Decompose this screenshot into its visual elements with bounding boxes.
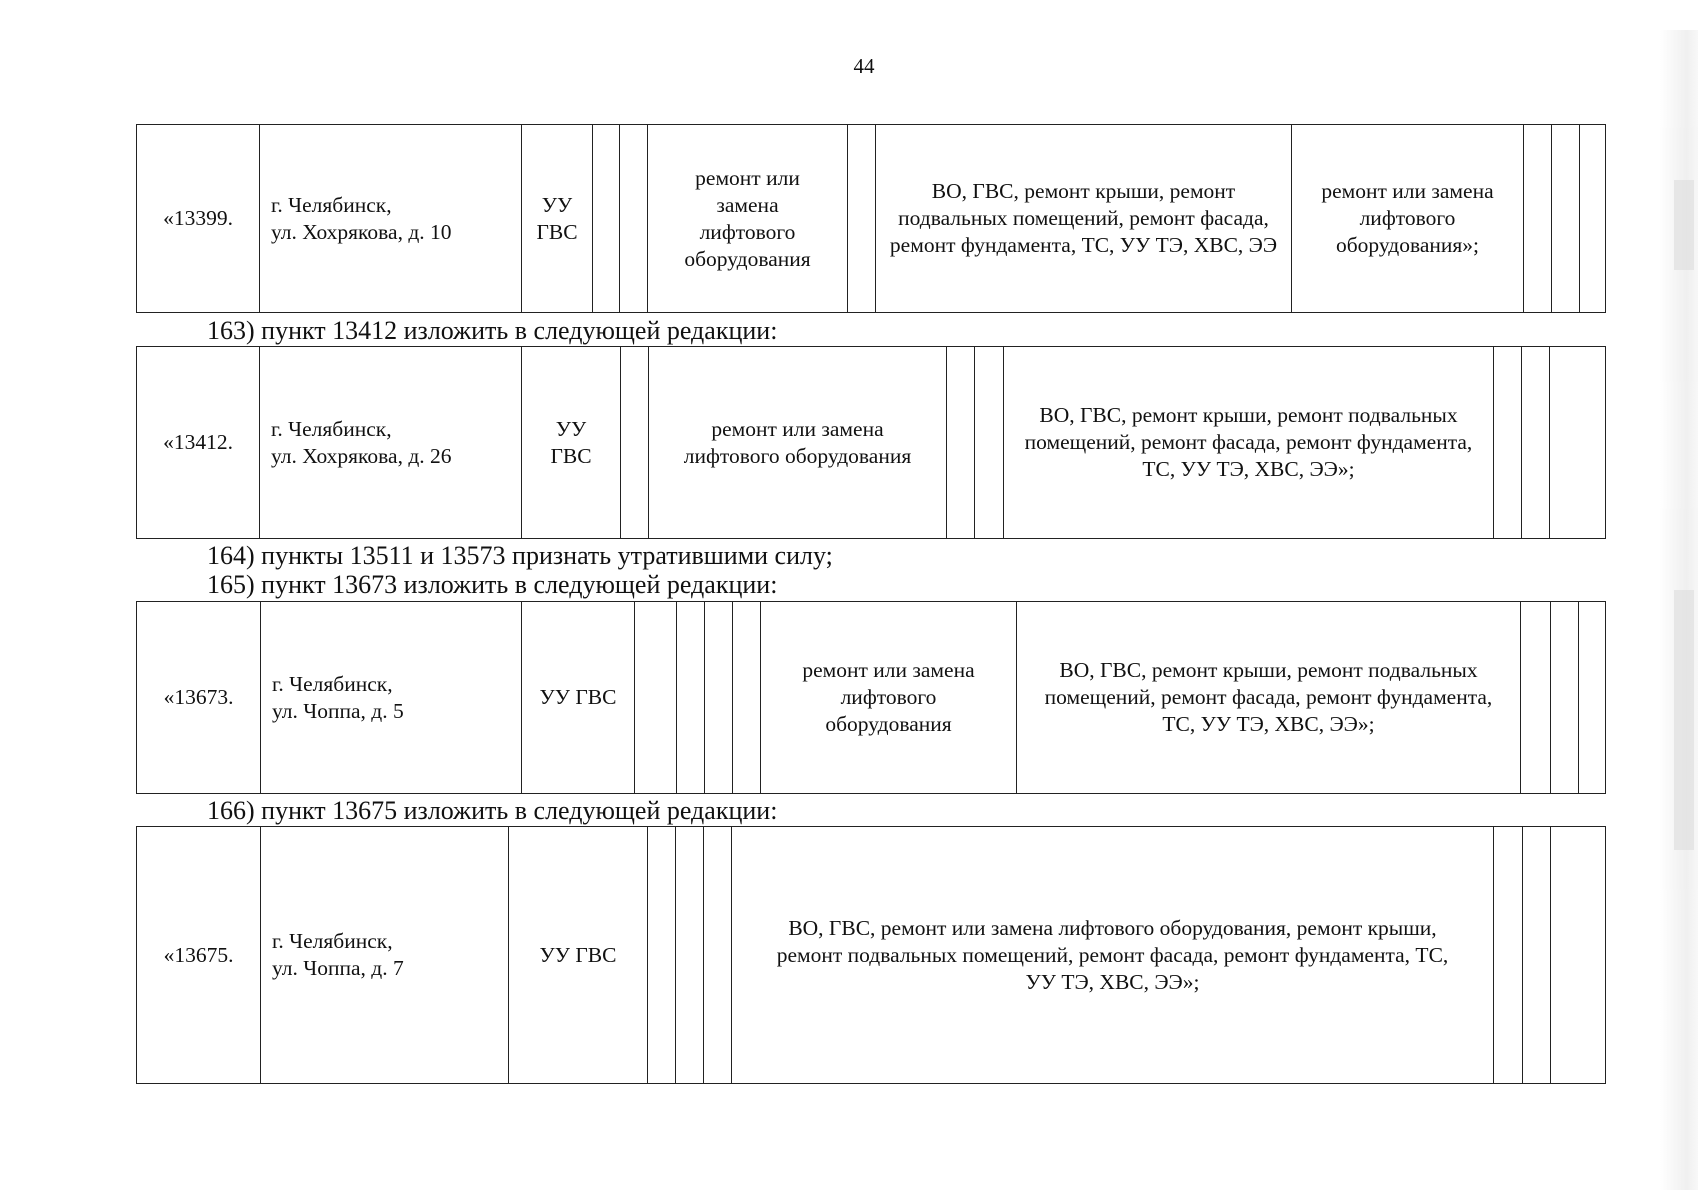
service-cell [521,347,620,538]
address-street: ул. Чоппа, д. 5 [272,698,404,723]
work-cell-b [875,125,1291,312]
empty-cell [592,125,619,312]
instruction-166: 166) пункт 13675 изложить в следующей редакции: [207,796,778,825]
empty-cell [946,347,974,538]
work-cell-a [647,125,847,312]
empty-cell [1493,347,1521,538]
service-text: УУ ГВС [539,685,617,709]
empty-cell [704,602,732,793]
address-street: ул. Хохрякова, д. 26 [271,443,452,468]
instruction-164: 164) пункты 13511 и 13573 признать утратившими силу; [207,541,833,570]
scan-edge-artifact [1660,30,1698,1190]
table-row-13675 [136,826,1606,1084]
empty-cell [1549,347,1605,538]
empty-cell [1521,347,1549,538]
item-number: «13675. [163,942,234,967]
service-line: УУ [541,192,573,217]
item-number-cell [137,347,259,538]
work-text: ВО, ГВС, ремонт или замена лифтового оборудования, ремонт крыши, ремонт подвальных помещений, ремонт фасада, ремонт фундамента, ТС, УУ ТЭ, ХВС, ЭЭ»; [776,915,1449,994]
empty-cell [1579,125,1605,312]
empty-cell [675,827,703,1083]
service-line: УУ [555,416,587,441]
empty-cell [620,347,648,538]
item-number: «13673. [163,685,234,709]
scan-smudge [1674,180,1694,270]
empty-cell [1550,602,1578,793]
work-cell-c [1291,125,1523,312]
scan-smudge [1674,590,1694,850]
empty-cell [1550,827,1605,1083]
work-text: ВО, ГВС, ремонт крыши, ремонт подвальных помещений, ремонт фасада, ремонт фундамента, ТС, УУ ТЭ, ХВС, ЭЭ»; [1024,403,1473,481]
empty-cell [847,125,875,312]
item-number-cell [137,827,260,1083]
empty-cell [634,602,676,793]
address-city: г. Челябинск, [271,192,392,217]
work-text: ремонт или замена лифтового оборудования [684,165,811,271]
empty-cell [619,125,647,312]
empty-cell [1523,125,1551,312]
empty-cell [1551,125,1579,312]
address-cell [260,602,521,793]
service-cell [521,125,592,312]
address-cell [260,827,508,1083]
address-cell [259,347,521,538]
work-cell-b [1003,347,1493,538]
empty-cell [1520,602,1550,793]
work-text: ремонт или замена лифтового оборудования»; [1321,179,1494,257]
work-text: ВО, ГВС, ремонт крыши, ремонт подвальных помещений, ремонт фасада, ремонт фундамента, ТС, УУ ТЭ, ХВС, ЭЭ [889,179,1278,257]
table-row-13673 [136,601,1606,794]
service-cell [508,827,647,1083]
instruction-165: 165) пункт 13673 изложить в следующей редакции: [207,570,778,599]
address-street: ул. Хохрякова, д. 10 [271,219,452,244]
service-line: ГВС [550,443,592,468]
work-cell-b [1016,602,1520,793]
empty-cell [1578,602,1605,793]
empty-cell [1493,827,1522,1083]
page-number: 44 [853,54,875,78]
item-number: «13412. [163,430,233,454]
service-line: ГВС [536,219,578,244]
item-number-cell [137,602,260,793]
table-row-13412 [136,346,1606,539]
empty-cell [1522,827,1550,1083]
empty-cell [732,602,760,793]
empty-cell [703,827,731,1083]
empty-cell [974,347,1003,538]
address-cell [259,125,521,312]
instruction-163: 163) пункт 13412 изложить в следующей редакции: [207,316,778,345]
item-number-cell [137,125,259,312]
service-text: УУ ГВС [539,942,617,967]
address-city: г. Челябинск, [271,416,392,441]
address-city: г. Челябинск, [272,671,393,696]
table-row-13399 [136,124,1606,313]
empty-cell [676,602,704,793]
address-street: ул. Чоппа, д. 7 [272,956,404,980]
work-text: ремонт или замена лифтового оборудования [802,658,975,736]
address-city: г. Челябинск, [272,929,393,953]
work-cell-b [731,827,1493,1083]
work-cell-a [760,602,1016,793]
empty-cell [647,827,675,1083]
work-text: ремонт или замена лифтового оборудования [683,416,912,468]
item-number: «13399. [163,206,233,230]
service-cell [521,602,634,793]
work-text: ВО, ГВС, ремонт крыши, ремонт подвальных помещений, ремонт фасада, ремонт фундамента, ТС, УУ ТЭ, ХВС, ЭЭ»; [1044,658,1493,736]
work-cell-a [648,347,946,538]
